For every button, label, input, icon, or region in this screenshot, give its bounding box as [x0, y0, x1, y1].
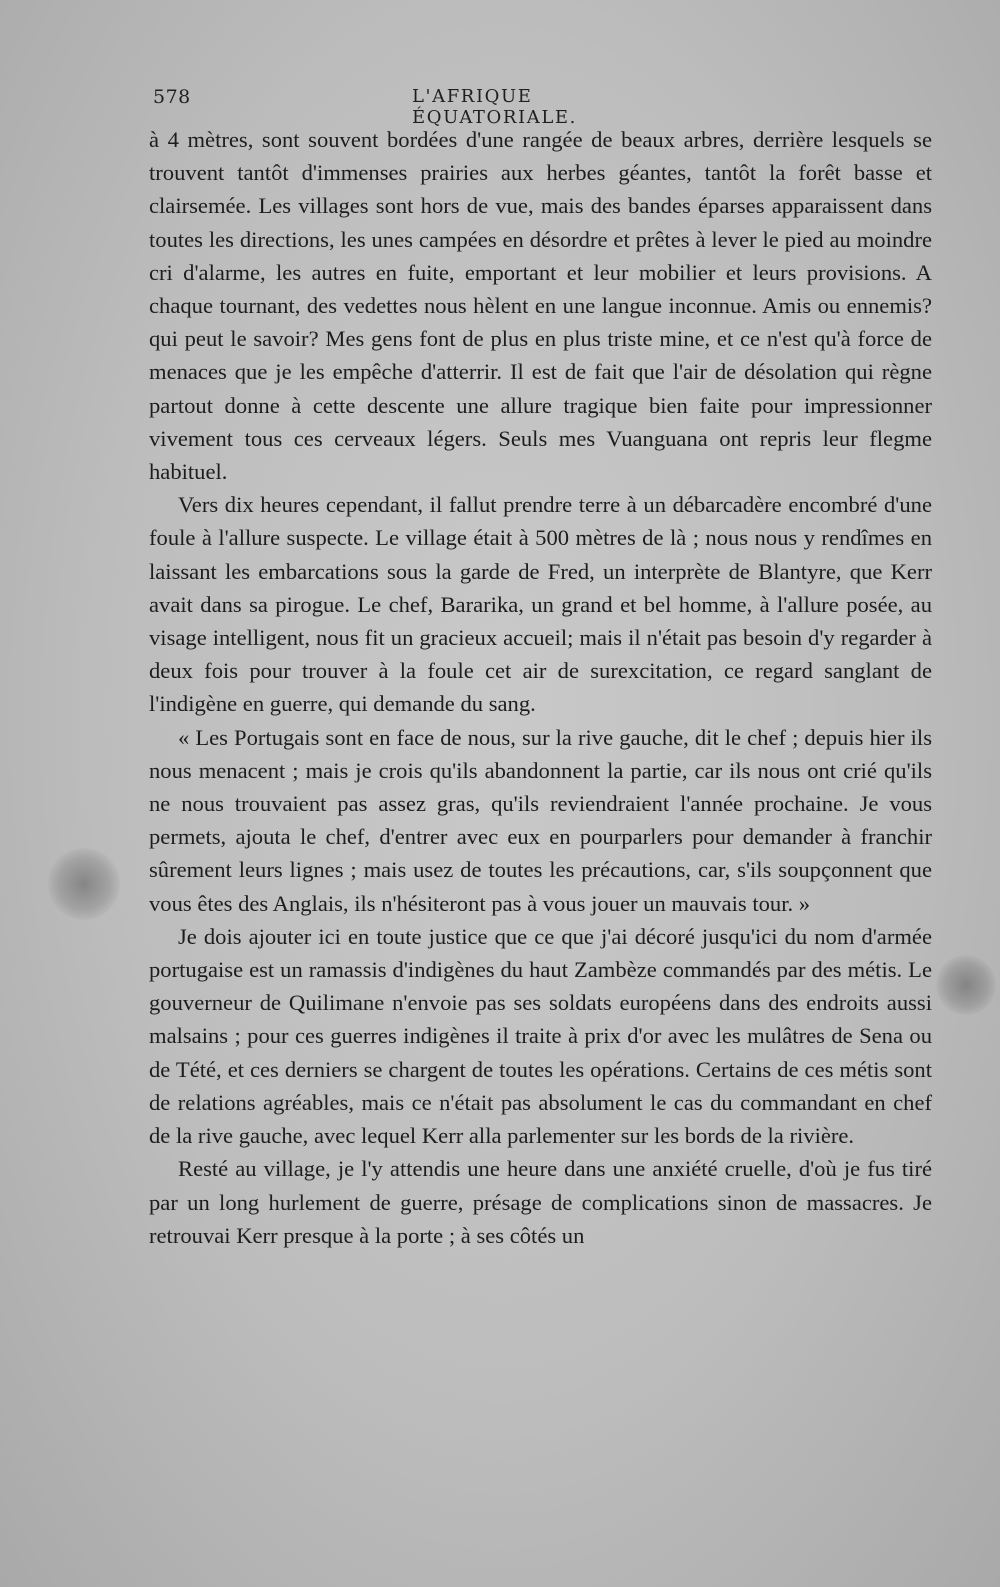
- running-title: L'AFRIQUE ÉQUATORIALE.: [412, 86, 577, 128]
- ink-stain: [48, 848, 120, 920]
- body-text: [149, 123, 932, 1252]
- running-head: [153, 86, 675, 128]
- paragraph: Je dois ajouter ici en toute justice que ce que j'ai décoré jusqu'ici du nom d'armée portugaise est un ramassis d'indigènes du haut Zambèze commandés par des métis. Le gouverneur de Quilimane n'envoie pas ses soldats européens dans des endroits aussi malsains ; pour ces guerres indigènes il traite à prix d'or avec les mulâtres de Sena ou de Tété, et ces derniers se chargent de toutes les opérations. Certains de ces métis sont de relations agréables, mais ce n'était pas absolument le cas du commandant en chef de la rive gauche, avec lequel Kerr alla parlementer sur les bords de la rivière.: [149, 923, 932, 1149]
- paragraph: Resté au village, je l'y attendis une heure dans une anxiété cruelle, d'où je fus tiré par un long hurlement de guerre, présage de complications sinon de massacres. Je retrouvai Kerr presque à la porte ; à ses côtés un: [149, 1156, 932, 1248]
- paragraph: « Les Portugais sont en face de nous, sur la rive gauche, dit le chef ; depuis hier ils nous menacent ; mais je crois qu'ils abandonnent la partie, car ils nous ont crié qu'ils ne nous trouvaient pas assez gras, qu'ils reviendraient l'année prochaine. Je vous permets, ajouta le chef, d'entrer avec eux en pourparlers pour demander à franchir sûrement leurs lignes ; mais usez de toutes les précautions, car, s'ils soupçonnent que vous êtes des Anglais, ils n'hésiteront pas à vous jouer un mauvais tour. »: [149, 724, 932, 916]
- page-number: 578: [153, 86, 191, 108]
- paragraph: Vers dix heures cependant, il fallut prendre terre à un débarcadère encombré d'une foule à l'allure suspecte. Le village était à 500 mètres de là ; nous nous y rendîmes en laissant les embarcations sous la garde de Fred, un interprète de Blantyre, que Kerr avait dans sa pirogue. Le chef, Bararika, un grand et bel homme, à l'allure posée, au visage intelligent, nous fit un gracieux accueil; mais il n'était pas besoin d'y regarder à deux fois pour trouver à la foule cet air de surexcitation, ce regard sanglant de l'indigène en guerre, qui demande du sang.: [149, 492, 932, 717]
- paragraph: à 4 mètres, sont souvent bordées d'une rangée de beaux arbres, derrière lesquels se trouvent tantôt d'immenses prairies aux herbes géantes, tantôt la forêt basse et clairsemée. Les villages sont hors de vue, mais des bandes éparses apparaissent dans toutes les directions, les unes campées en désordre et prêtes à lever le pied au moindre cri d'alarme, les autres en fuite, emportant et leur mobilier et leurs provisions. A chaque tournant, des vedettes nous hèlent en une langue inconnue. Amis ou ennemis? qui peut le savoir? Mes gens font de plus en plus triste mine, et ce n'est qu'à force de menaces que je les empêche d'atterrir. Il est de fait que l'air de désolation qui règne partout donne à cette descente une allure tragique bien faite pour impressionner vivement tous ces cerveaux légers. Seuls mes Vuanguana ont repris leur flegme habituel.: [149, 127, 932, 485]
- ink-stain: [936, 955, 996, 1015]
